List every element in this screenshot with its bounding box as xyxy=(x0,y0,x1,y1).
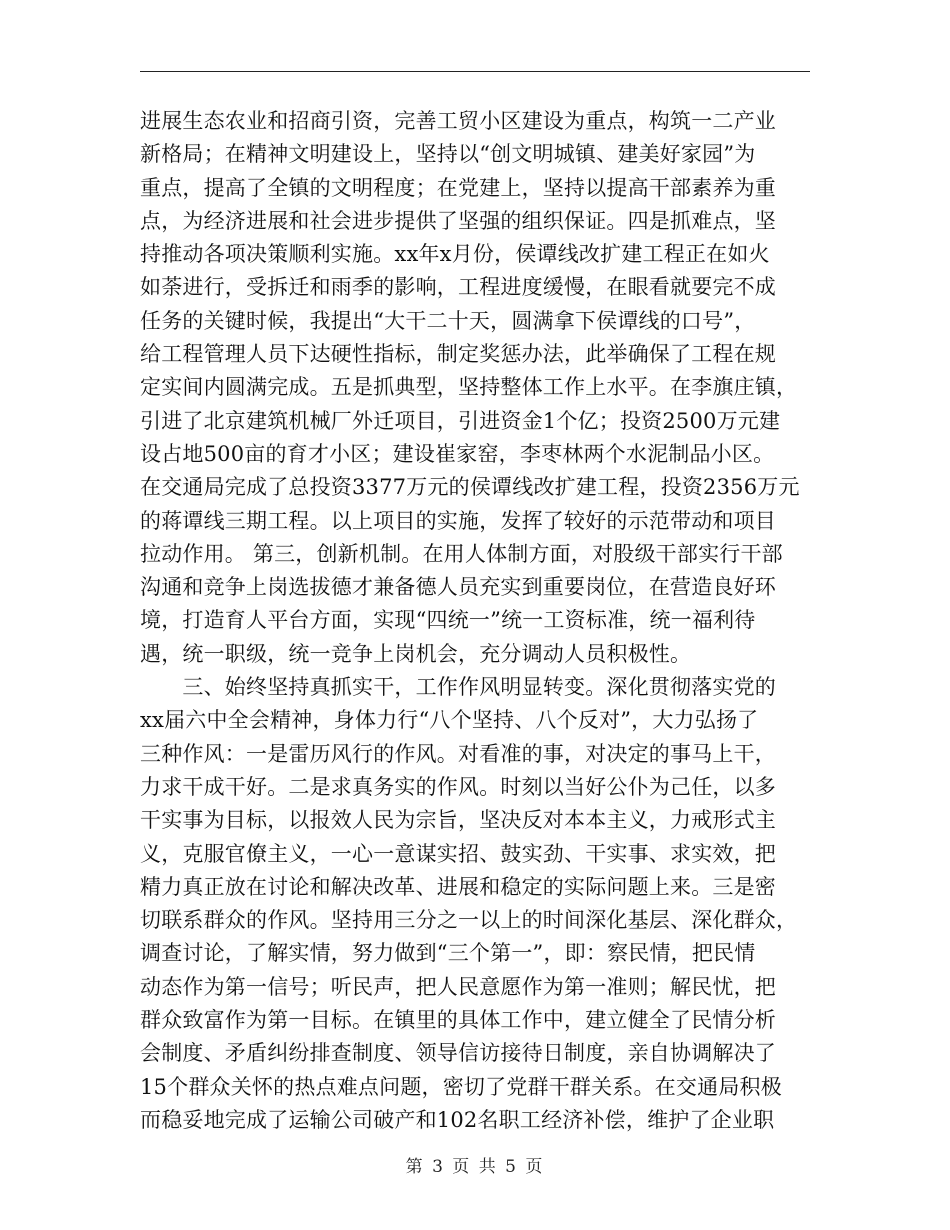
text-line: 三种作风：一是雷历风行的作风。对看准的事，对决定的事马上干， xyxy=(140,741,776,766)
text-line: 切联系群众的作风。坚持用三分之一以上的时间深化基层、深化群众， xyxy=(140,908,798,933)
text-line: 干实事为目标，以报效人民为宗旨，坚决反对本本主义，力戒形式主 xyxy=(140,808,776,833)
text-line: 重点，提高了全镇的文明程度；在党建上，坚持以提高干部素养为重 xyxy=(140,175,776,200)
text-line: 境，打造育人平台方面，实现“四统一”统一工资标准，统一福利待 xyxy=(140,608,756,633)
text-line: 进展生态农业和招商引资，完善工贸小区建设为重点，构筑一二产业 xyxy=(140,109,776,133)
document-body xyxy=(140,105,810,1137)
text-line: 的蒋谭线三期工程。以上项目的实施，发挥了较好的示范带动和项目 xyxy=(140,508,776,533)
text-line: 持推动各项决策顺利实施。xx年x月份，侯谭线改扩建工程正在如火 xyxy=(140,242,770,267)
text-line: 沟通和竞争上岗选拔德才兼备德人员充实到重要岗位，在营造良好环 xyxy=(140,575,776,600)
text-line: xx届六中全会精神，身体力行“八个坚持、八个反对”，大力弘扬了 xyxy=(140,708,759,733)
text-line: 群众致富作为第一目标。在镇里的具体工作中，建立健全了民情分析 xyxy=(140,1008,776,1033)
text-line: 设占地500亩的育才小区；建设崔家窑，李枣林两个水泥制品小区。 xyxy=(140,441,775,466)
text-line: 精力真正放在讨论和解决改革、进展和稳定的实际问题上来。三是密 xyxy=(140,874,776,899)
text-line: 任务的关键时候，我提出“大干二十天，圆满拿下侯谭线的口号”， xyxy=(140,308,756,333)
text-line: 力求干成干好。二是求真务实的作风。时刻以当好公仆为己任，以多 xyxy=(140,774,776,799)
text-line: 点，为经济进展和社会进步提供了坚强的组织保证。四是抓难点，坚 xyxy=(140,208,776,233)
text-line: 新格局；在精神文明建设上，坚持以“创文明城镇、建美好家园”为 xyxy=(140,142,756,167)
page-number: 第 3 页 共 5 页 xyxy=(405,1157,545,1177)
text-line: 15个群众关怀的热点难点问题，密切了党群干群关系。在交通局积极 xyxy=(140,1074,782,1099)
text-line: 义，克服官僚主义，一心一意谋实招、鼓实劲、干实事、求实效，把 xyxy=(140,841,776,866)
text-line: 遇，统一职级，统一竞争上岗机会，充分调动人员积极性。 xyxy=(140,641,692,666)
text-line: 定实间内圆满完成。五是抓典型，坚持整体工作上水平。在李旗庄镇， xyxy=(140,375,798,400)
text-line: 引进了北京建筑机械厂外迁项目，引进资金1个亿；投资2500万元建 xyxy=(140,408,781,433)
text-line: 拉动作用。 第三，创新机制。在用人体制方面，对股级干部实行干部 xyxy=(140,541,783,566)
text-line: 而稳妥地完成了运输公司破产和102名职工经济补偿，维护了企业职 xyxy=(140,1107,775,1132)
text-line: 在交通局完成了总投资3377万元的侯谭线改扩建工程，投资2356万元 xyxy=(140,475,800,500)
text-line: 三、始终坚持真抓实干，工作作风明显转变。深化贯彻落实党的 xyxy=(140,675,776,700)
text-line: 动态作为第一信号；听民声，把人民意愿作为第一准则；解民忧，把 xyxy=(140,974,776,999)
text-line: 如荼进行，受拆迁和雨季的影响，工程进度缓慢，在眼看就要完不成 xyxy=(140,275,776,300)
text-line: 调查讨论，了解实情，努力做到“三个第一”，即：察民情，把民情 xyxy=(140,941,756,966)
header-rule xyxy=(140,71,810,72)
text-line: 会制度、矛盾纠纷排查制度、领导信访接待日制度，亲自协调解决了 xyxy=(140,1041,776,1066)
text-line: 给工程管理人员下达硬性指标，制定奖惩办法，此举确保了工程在规 xyxy=(140,342,776,367)
